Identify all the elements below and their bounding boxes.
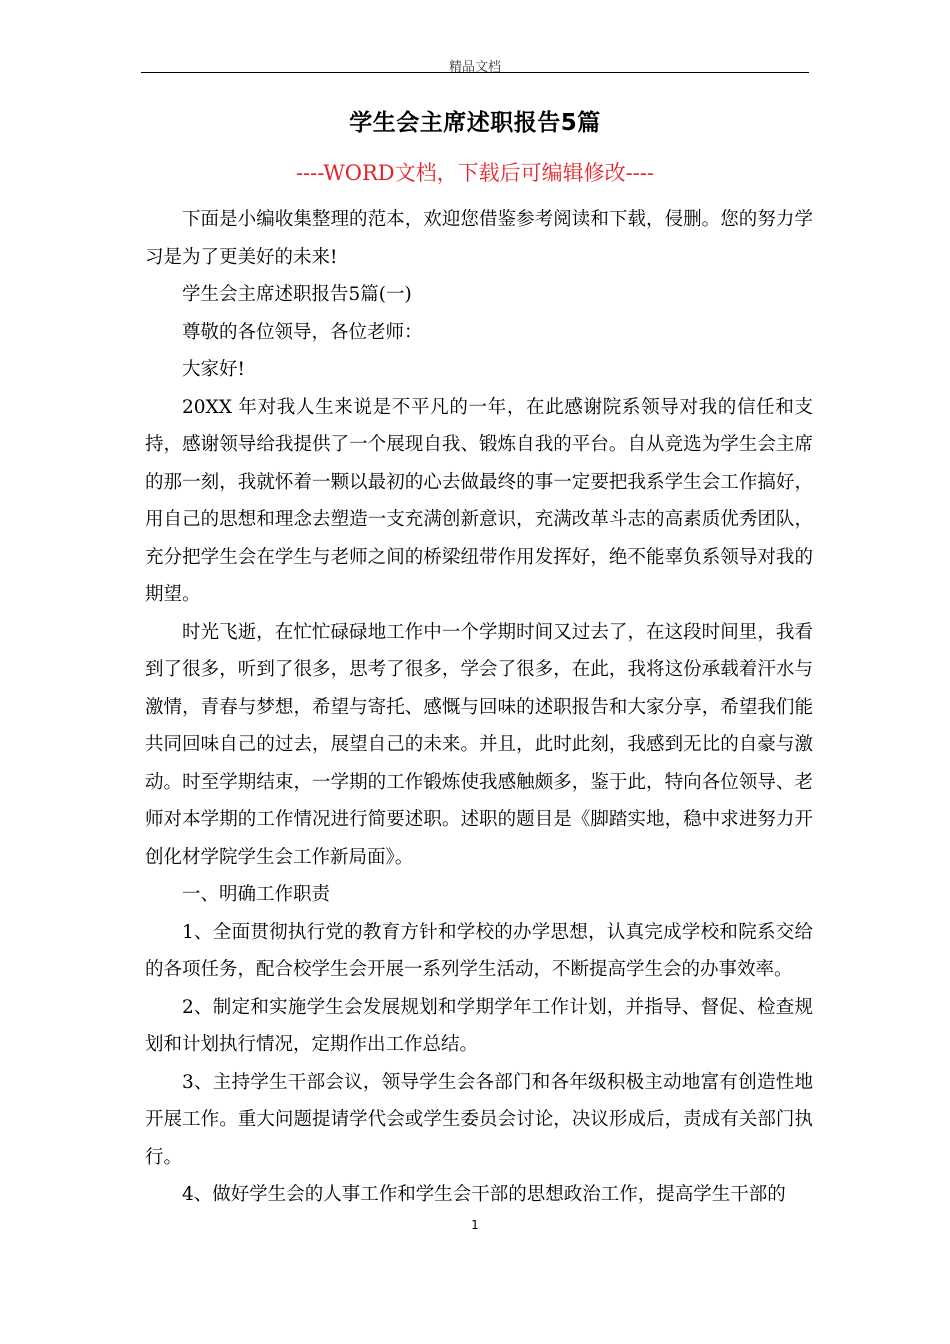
document-subtitle: ----WORD文档，下载后可编辑修改---- — [295, 161, 655, 185]
paragraph: 1、全面贯彻执行党的教育方针和学校的办学思想，认真完成学校和院系交给的各项任务，配合校学生会开展一系列学生活动，不断提高学生会的办事效率。 — [145, 921, 813, 980]
paragraph: 大家好! — [182, 359, 245, 380]
paragraph: 尊敬的各位领导，各位老师： — [182, 321, 423, 343]
paragraph: 下面是小编收集整理的范本，欢迎您借鉴参考阅读和下载，侵删。您的努力学习是为了更美好的未来! — [145, 209, 813, 268]
document-title: 学生会主席述职报告5篇 — [349, 110, 601, 136]
section-heading: 一、明确工作职责 — [182, 884, 331, 905]
paragraph: 4、做好学生会的人事工作和学生会干部的思想政治工作，提高学生干部的 — [182, 1184, 786, 1205]
header-divider — [141, 72, 809, 73]
document-body — [145, 201, 813, 1214]
paragraph: 2、制定和实施学生会发展规划和学期学年工作计划，并指导、督促、检查规划和计划执行情况，定期作出工作总结。 — [145, 996, 813, 1055]
page-header-text: 精品文档 — [448, 60, 501, 75]
paragraph: 时光飞逝，在忙忙碌碌地工作中一个学期时间又过去了，在这段时间里，我看到了很多，听到了很多，思考了很多，学会了很多，在此，我将这份承载着汗水与激情，青春与梦想，希望与寄托、感慨与回味的述职报告和大家分享，希望我们能共同回味自己的过去，展望自己的未来。并且，此时此刻，我感到无比的自豪与激动。时至学期结束，一学期的工作锻炼使我感触颇多，鉴于此，特向各位领导、老师对本学期的工作情况进行简要述职。述职的题目是《脚踏实地，稳中求进努力开创化材学院学生会工作新局面》。 — [145, 621, 813, 868]
page-number: 1 — [471, 1218, 479, 1232]
paragraph: 3、主持学生干部会议，领导学生会各部门和各年级积极主动地富有创造性地开展工作。重大问题提请学代会或学生委员会讨论，决议形成后，责成有关部门执行。 — [145, 1071, 813, 1168]
paragraph: 学生会主席述职报告5篇(一) — [182, 284, 412, 305]
paragraph: 20XX 年对我人生来说是不平凡的一年，在此感谢院系领导对我的信任和支持，感谢领导给我提供了一个展现自我、锻炼自我的平台。自从竞选为学生会主席的那一刻，我就怀着一颗以最初的心去做最终的事一定要把我系学生会工作搞好，用自己的思想和理念去塑造一支充满创新意识，充满改革斗志的高素质优秀团队，充分把学生会在学生与老师之间的桥梁纽带作用发挥好，绝不能辜负系领导对我的期望。 — [145, 396, 813, 605]
